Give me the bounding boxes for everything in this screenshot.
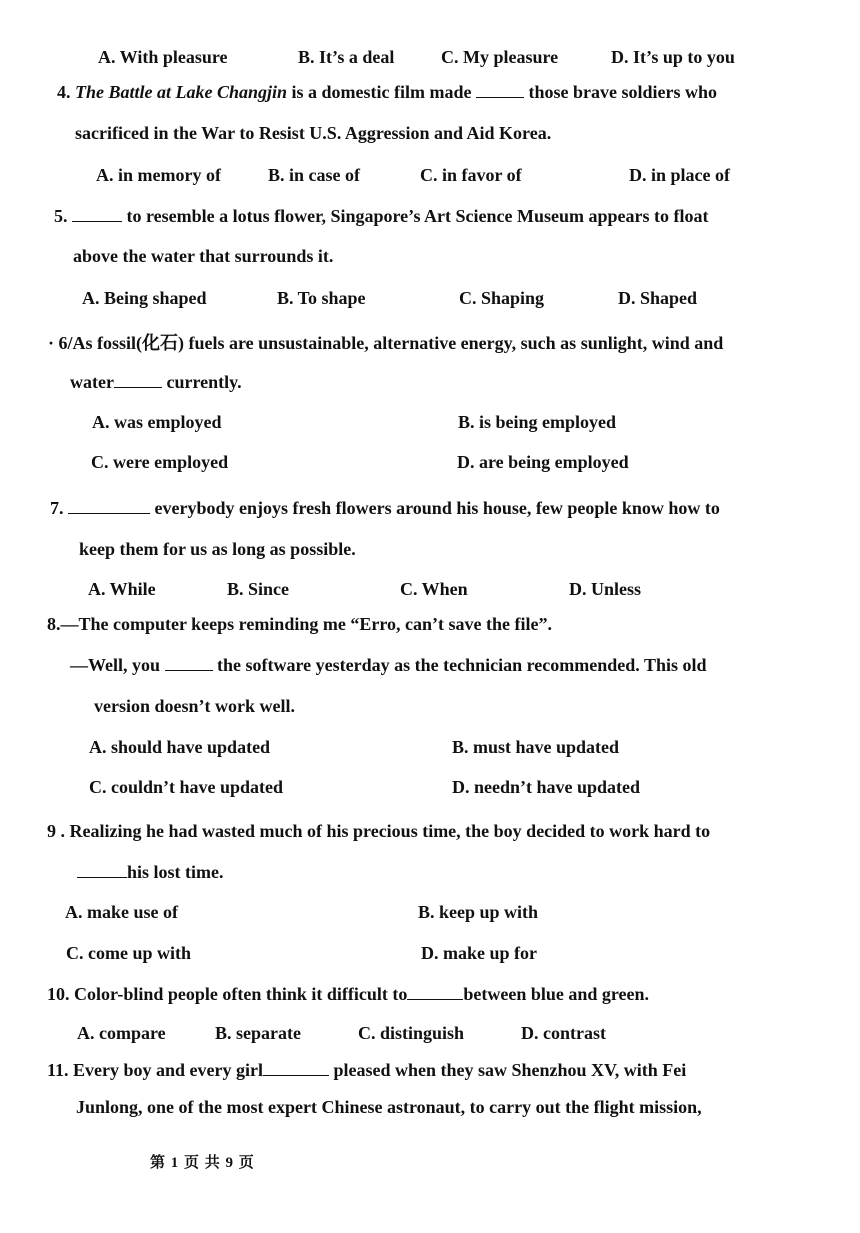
q7-option-b: B. Since — [227, 579, 290, 599]
page-number-footer: 第 1 页 共 9 页 — [150, 1155, 255, 1171]
q6-answer-blank — [114, 373, 162, 388]
q4-option-b: B. in case of — [268, 165, 360, 185]
q11-stem-line2: Junlong, one of the most expert Chinese astronaut, to carry out the flight mission, — [76, 1097, 702, 1117]
q8-stem-line2 — [70, 655, 706, 676]
q10-answer-blank — [407, 985, 463, 1000]
q5-stem-line1 — [54, 206, 708, 227]
q6-option-d: D. are being employed — [457, 452, 629, 472]
q8-stem-text-line2a: —Well, you — [70, 655, 161, 675]
q6-stem-line1 — [48, 329, 723, 355]
q5-number: 5. — [54, 206, 68, 226]
q10-option-d: D. contrast — [521, 1023, 606, 1043]
q8-stem-line3: version doesn’t work well. — [94, 696, 295, 716]
q3-option-b: B. It’s a deal — [298, 47, 395, 67]
q10-option-a: A. compare — [77, 1023, 166, 1043]
q4-stem-line2: sacrificed in the War to Resist U.S. Aggression and Aid Korea. — [75, 123, 552, 143]
q4-stem-line1 — [57, 82, 717, 103]
q7-stem-line1 — [50, 498, 720, 519]
q4-option-c: C. in favor of — [420, 165, 522, 185]
q6-stem-text-line2a: water — [70, 372, 114, 392]
q5-stem-text-a: to resemble a lotus flower, Singapore’s Art Science Museum appears to float — [122, 206, 709, 226]
q10-number: 10. — [47, 984, 70, 1004]
q8-option-b: B. must have updated — [452, 737, 620, 757]
q6-stem-line2 — [70, 372, 242, 393]
q5-option-a: A. Being shaped — [82, 288, 207, 308]
q5-option-b: B. To shape — [277, 288, 366, 308]
q8-number: 8. — [47, 614, 61, 634]
q11-stem-text-a: Every boy and every girl — [68, 1060, 263, 1080]
q9-number: 9 . — [47, 821, 65, 841]
q10-option-b: B. separate — [215, 1023, 301, 1043]
q9-option-a: A. make use of — [65, 902, 178, 922]
q4-option-d: D. in place of — [629, 165, 730, 185]
q4-number: 4. — [57, 82, 71, 102]
q5-option-d: D. Shaped — [618, 288, 698, 308]
q4-option-a: A. in memory of — [96, 165, 221, 185]
q11-number: 11. — [47, 1060, 69, 1080]
q6-number: · 6/ — [48, 333, 73, 353]
q10-stem-text-b: between blue and green. — [463, 984, 650, 1004]
q7-option-a: A. While — [88, 579, 156, 599]
q8-option-d: D. needn’t have updated — [452, 777, 641, 797]
q5-answer-blank — [72, 207, 122, 222]
q3-option-a: A. With pleasure — [98, 47, 228, 67]
q7-number: 7. — [50, 498, 64, 518]
q6-option-c: C. were employed — [91, 452, 229, 472]
q6-option-a: A. was employed — [92, 412, 222, 432]
q6-option-b: B. is being employed — [458, 412, 617, 432]
q9-option-c: C. come up with — [66, 943, 191, 963]
q11-answer-blank — [263, 1061, 329, 1076]
q9-stem-line1 — [47, 821, 710, 842]
q9-stem-line2 — [77, 862, 224, 883]
q9-stem-text-line2b: his lost time. — [127, 862, 224, 882]
q11-stem-text-b: pleased when they saw Shenzhou XV, with Fei — [329, 1060, 687, 1080]
q3-option-d: D. It’s up to you — [611, 47, 735, 67]
q6-stem-text-a: As fossil(化石) fuels are unsustainable, alternative energy, such as sunlight, wind and — [72, 333, 724, 353]
q4-answer-blank — [476, 83, 524, 98]
q9-option-b: B. keep up with — [418, 902, 539, 922]
q4-stem-text-b: those brave soldiers who — [524, 82, 718, 102]
q8-stem-text-a: —The computer keeps reminding me “Erro, can’t save the file”. — [60, 614, 552, 634]
q4-film-title: The Battle at Lake Changjin — [75, 82, 288, 102]
q9-stem-text-a: Realizing he had wasted much of his precious time, the boy decided to work hard to — [65, 821, 711, 841]
q8-option-a: A. should have updated — [89, 737, 271, 757]
q4-stem-text-a: is a domestic film made — [287, 82, 472, 102]
q10-stem-line1 — [47, 984, 649, 1005]
q9-option-d: D. make up for — [421, 943, 537, 963]
q6-stem-text-line2b: currently. — [161, 372, 242, 392]
q5-option-c: C. Shaping — [459, 288, 545, 308]
q5-stem-line2: above the water that surrounds it. — [73, 246, 334, 266]
q9-answer-blank — [77, 863, 127, 878]
q10-option-c: C. distinguish — [358, 1023, 465, 1043]
q8-answer-blank — [165, 656, 213, 671]
q7-option-d: D. Unless — [569, 579, 642, 599]
q7-option-c: C. When — [400, 579, 468, 599]
q3-option-c: C. My pleasure — [441, 47, 559, 67]
q7-stem-text-a: everybody enjoys fresh flowers around his house, few people know how to — [150, 498, 720, 518]
q10-stem-text-a: Color-blind people often think it difficult to — [69, 984, 408, 1004]
q7-answer-blank — [68, 499, 150, 514]
q8-option-c: C. couldn’t have updated — [89, 777, 284, 797]
q11-stem-line1 — [47, 1060, 686, 1081]
q8-stem-line1 — [47, 614, 552, 635]
q7-stem-line2: keep them for us as long as possible. — [79, 539, 356, 559]
q8-stem-text-line2b: the software yesterday as the technician recommended. This old — [212, 655, 707, 675]
